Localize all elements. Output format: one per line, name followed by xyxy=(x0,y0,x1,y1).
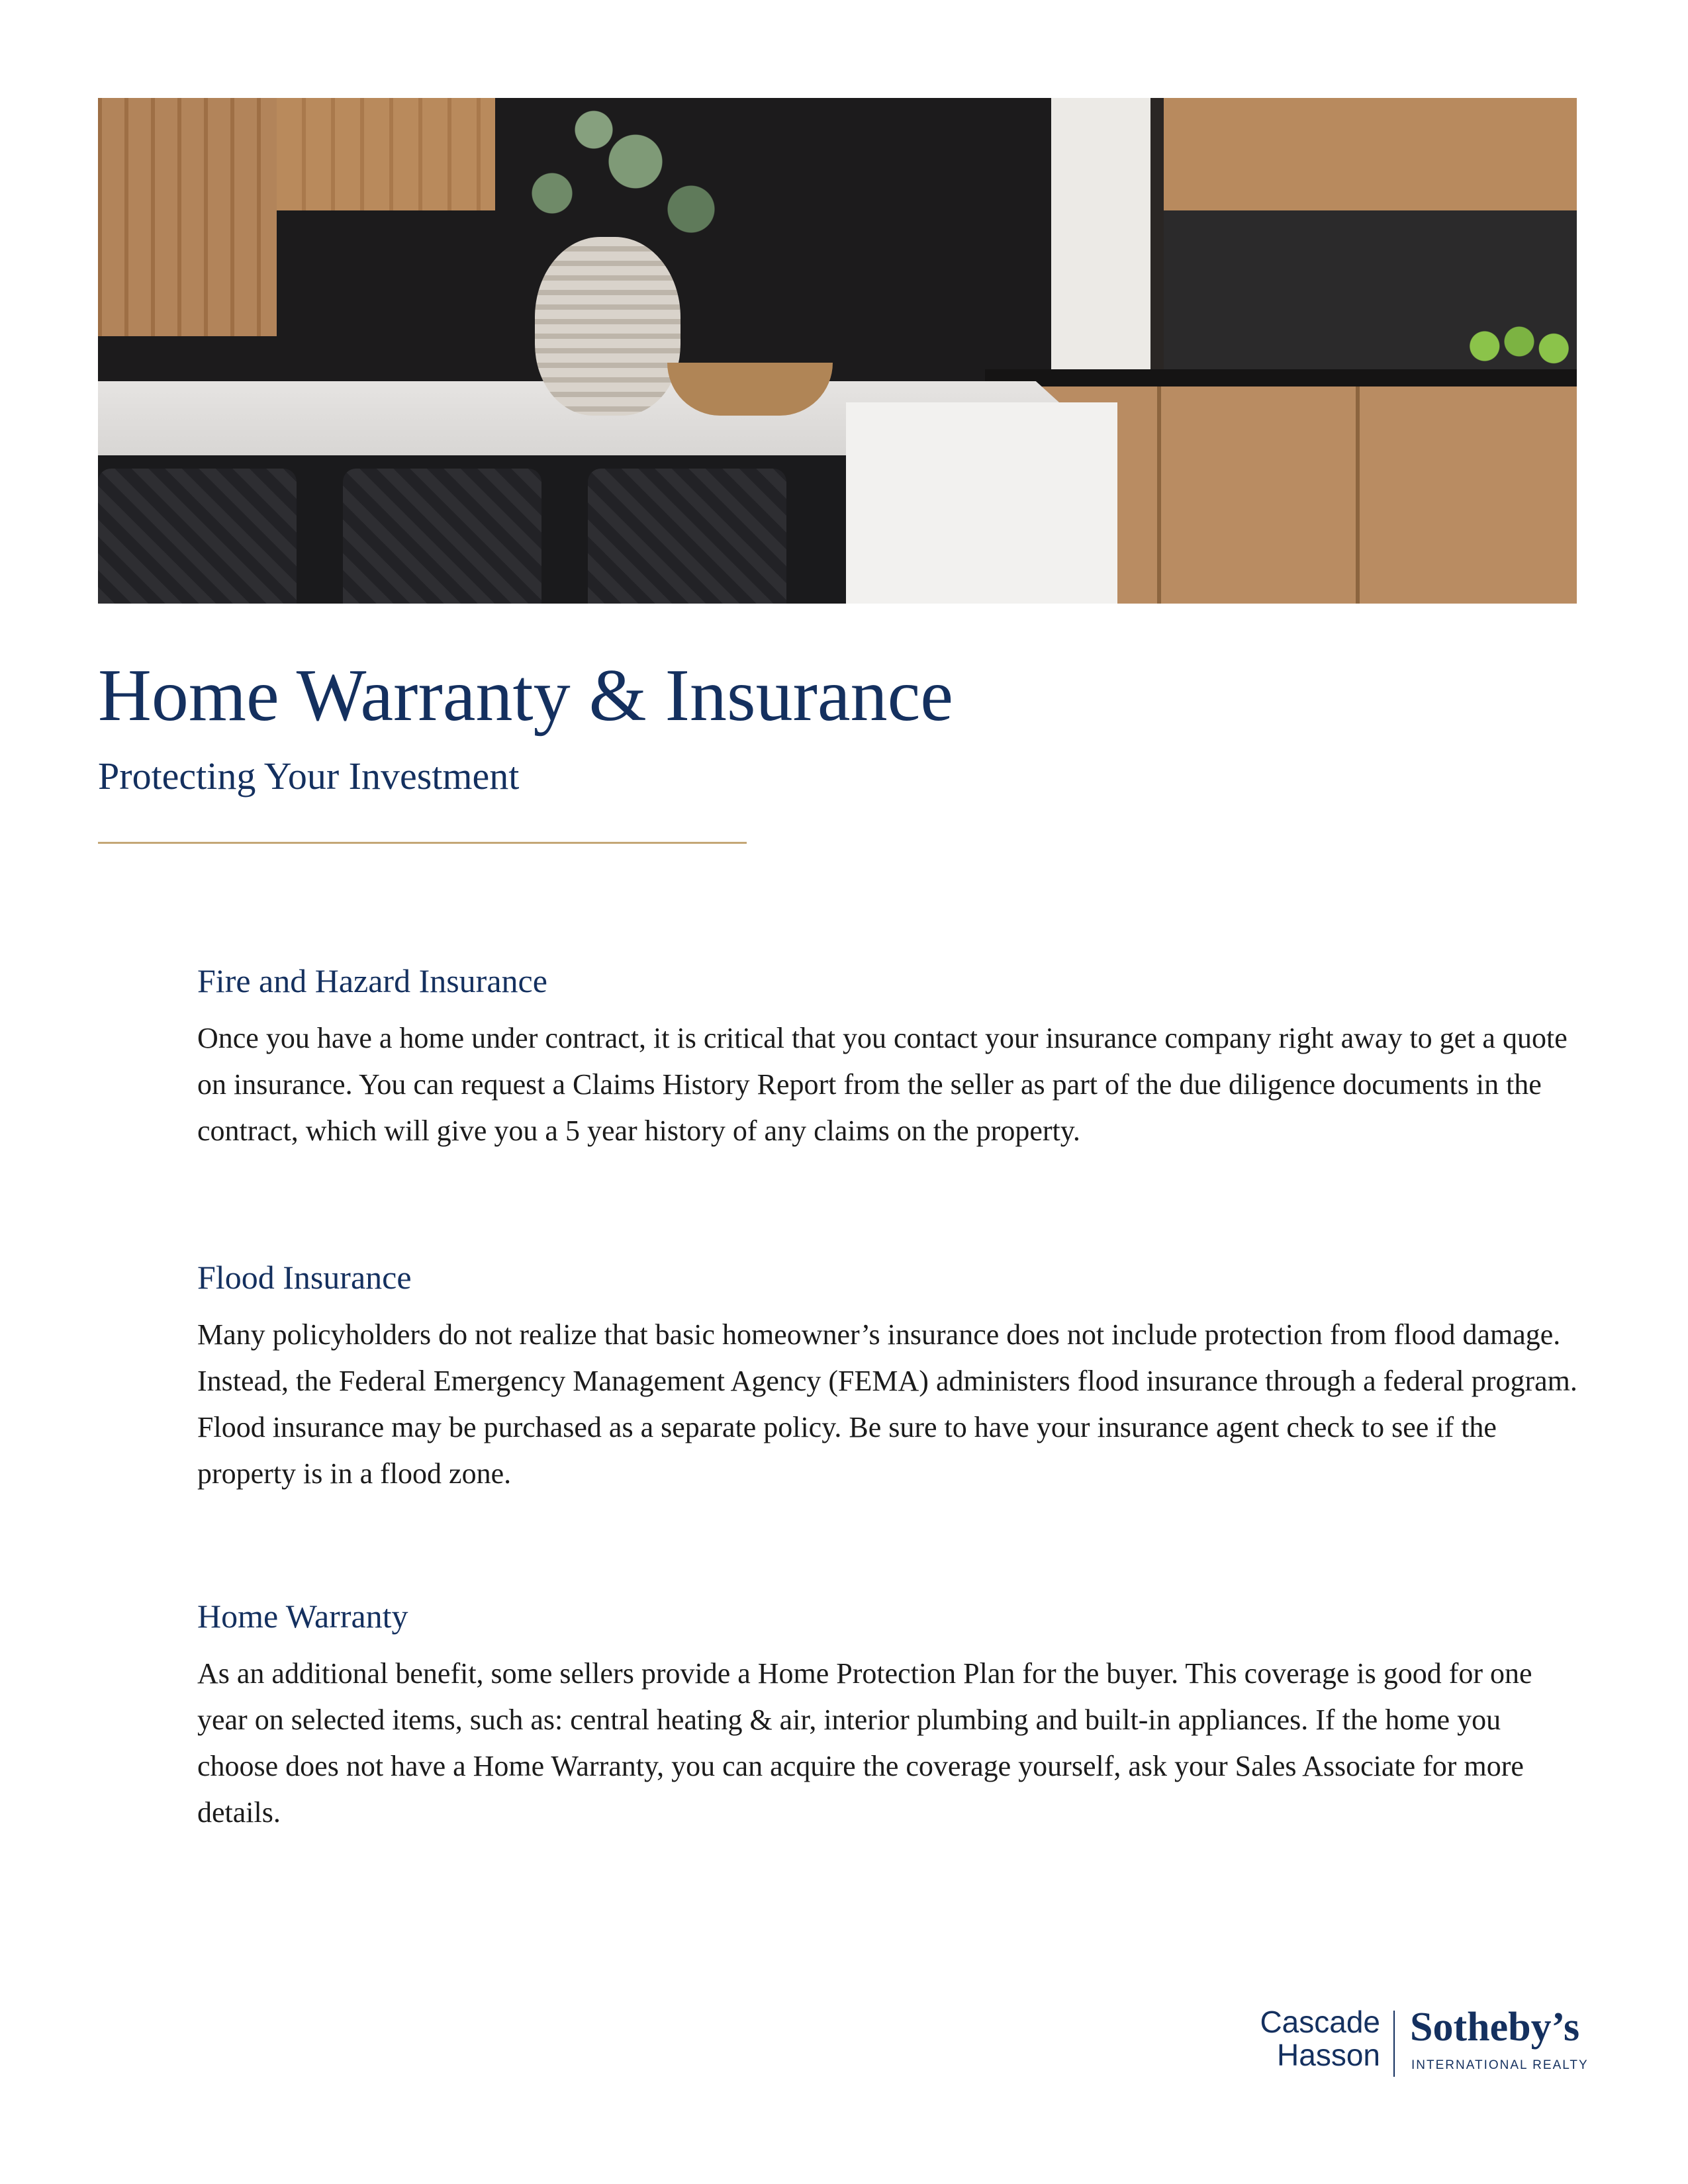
bar-stool xyxy=(343,469,541,604)
bar-stool xyxy=(98,469,297,604)
logo-divider xyxy=(1393,2011,1395,2077)
countertop-right xyxy=(985,369,1577,387)
logo-brand: Sotheby’s xyxy=(1410,2005,1580,2050)
section-heading: Home Warranty xyxy=(197,1598,408,1635)
section-body: As an additional benefit, some sellers provide a Home Protection Plan for the buyer. This coverage is good for one year on selected items, such as: central heating & air, interior plumbing and built-in appliances. If the home you choose does not have a Home Warranty, you can acquire the coverage yourself, ask your Sales Associate for more details. xyxy=(197,1657,1532,1829)
logo-wordmark-left xyxy=(1260,2005,1380,2071)
bar-stool xyxy=(588,469,786,604)
island-waterfall-edge xyxy=(846,402,1117,604)
section-body: Many policyholders do not realize that basic homeowner’s insurance does not include protection from flood damage. Instead, the Federal Emergency Management Agency (FEMA) administers flood insurance through a federal program. Flood insurance may be purchased as a separate policy. Be sure to have your insurance agent check to see if the property is in a flood zone. xyxy=(197,1318,1577,1490)
company-logo xyxy=(1218,2005,1589,2078)
logo-line-cascade: Cascade xyxy=(1260,2005,1380,2039)
greenery xyxy=(469,98,747,257)
apple-bowl xyxy=(1462,323,1577,369)
upper-cabinets-right xyxy=(1164,98,1577,214)
white-column xyxy=(1051,98,1150,376)
section-heading: Fire and Hazard Insurance xyxy=(197,962,547,999)
section-heading: Flood Insurance xyxy=(197,1259,412,1296)
section-fire-hazard-insurance xyxy=(197,961,1581,1154)
section-body: Once you have a home under contract, it is critical that you contact your insurance company right away to get a quote on insurance. You can request a Claims History Report from the seller as part of the due diligence documents in the contract, which will give you a 5 year history of any claims on the property. xyxy=(197,1022,1568,1147)
logo-tagline: INTERNATIONAL REALTY xyxy=(1411,2058,1589,2072)
tall-cabinet xyxy=(98,98,277,336)
decor-vase xyxy=(535,237,680,416)
page-title: Home Warranty & Insurance xyxy=(98,655,953,737)
section-flood-insurance xyxy=(197,1257,1581,1497)
hero-kitchen-photo xyxy=(98,98,1577,604)
page-subtitle: Protecting Your Investment xyxy=(98,754,520,797)
section-home-warranty xyxy=(197,1596,1581,1836)
logo-line-hasson: Hasson xyxy=(1277,2038,1380,2072)
title-divider xyxy=(98,842,747,844)
